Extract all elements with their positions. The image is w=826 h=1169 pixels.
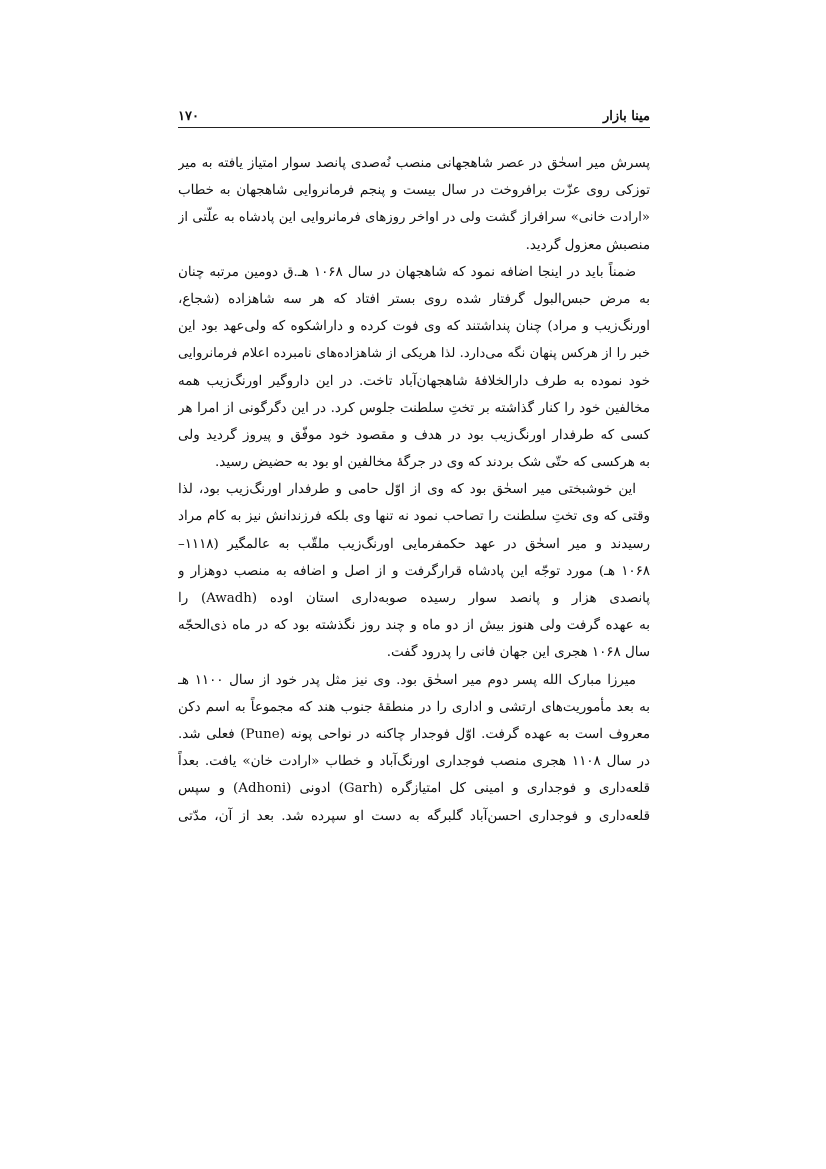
text-line: رسیدند و میر اسحٰق در عهد حکمفرمایی اورنگ‌زیب ملقّب به عالمگیر (۱۱۱۸– bbox=[178, 536, 650, 552]
header-rule bbox=[178, 127, 650, 128]
text-line: پانصدی هزار و پانصد سوار رسیده صوبه‌داری استان اوده (Awadh) را bbox=[178, 591, 650, 606]
text-line: سال ۱۰۶۸ هجری این جهان فانی را پدرود گفت. bbox=[386, 645, 650, 661]
text-line: این خوشبختی میر اسحٰق بود که وی از اوّل حامی و طرفدار اورنگ‌زیب بود، لذا bbox=[178, 482, 636, 498]
text-line: قلعه‌داری و فوجداری احسن‌آباد گلبرگه به دست او سپرده شد. بعد از آن، مدّتی bbox=[178, 808, 650, 824]
text-line: پسرش میر اسحٰق در عصر شاهجهانی منصب نُه‌صدی پانصد سوار امتیاز یافته به میر bbox=[178, 156, 650, 171]
text-line: «ارادت خانی» سرافراز گشت ولی در اواخر روزهای فرمانروایی این پادشاه به علّتی از bbox=[178, 210, 650, 226]
text-line: ۱۰۶۸ هـ) مورد توجّه این پادشاه قرارگرفت و از اصل و اضافه به منصب دوهزار و bbox=[178, 563, 650, 579]
text-line: ضمناً باید در اینجا اضافه نمود که شاهجهان در سال ۱۰۶۸ هـ.ق دومین مرتبه چنان bbox=[178, 264, 636, 280]
text-line: خبر را از هرکس پنهان نگه می‌دارد. لذا هریکی از شاهزاده‌های نامبرده اعلام فرمانروایی bbox=[178, 346, 650, 362]
text-line: کسی که طرفدار اورنگ‌زیب بود در هدف و مقصود خود موفّق و پیروز گردید ولی bbox=[178, 427, 650, 443]
body-text bbox=[178, 150, 650, 830]
text-line: میرزا مبارک الله پسر دوم میر اسحٰق بود. وی نیز مثل پدر خود از سال ۱۱۰۰ هـ bbox=[178, 672, 636, 688]
paragraph-1 bbox=[178, 150, 650, 259]
paragraph-4 bbox=[178, 667, 650, 830]
paragraph-2 bbox=[178, 259, 650, 477]
page-header bbox=[178, 104, 650, 124]
text-line: خود نموده به طرف دارالخلافهٔ شاهجهان‌آباد تاخت. در این داروگیر اورنگ‌زیب همه bbox=[178, 373, 650, 389]
text-line: مخالفین خود را کنار گذاشته بر تختِ سلطنت جلوس کرد. در این دگرگونی از امرا هر bbox=[178, 400, 650, 416]
text-line: منصبش معزول گردید. bbox=[525, 237, 650, 253]
page-number: ۱۷۰ bbox=[178, 109, 199, 124]
text-line: به مرض حبس‌البول گرفتار شده روی بستر افتاد که هر سه شاهزاده (شجاع، bbox=[178, 291, 650, 307]
text-line: به بعد مأموریت‌های ارتشی و اداری را در منطقهٔ جنوب هند که مجموعاً به اسم دکن bbox=[178, 699, 650, 715]
text-line: به عهده گرفت ولی هنوز بیش از دو ماه و چند روز نگذشته بود که در ماه ذی‌الحجّه bbox=[178, 618, 650, 634]
text-line: در سال ۱۱۰۸ هجری منصب فوجداری اورنگ‌آباد و خطاب «ارادت خان» یافت. بعداً bbox=[178, 754, 650, 770]
text-line: قلعه‌داری و فوجداری و امینی کل امتیازگره (Garh) ادونی (Adhoni) و سپس bbox=[178, 781, 650, 797]
paragraph-3 bbox=[178, 476, 650, 666]
text-line: توزکی روی عزّت برافروخت در سال بیست و پنجم فرمانروایی شاهجهان به خطاب bbox=[178, 183, 650, 199]
text-line: اورنگ‌زیب و مراد) چنان پنداشتند که وی فوت کرده و داراشکوه که ولی‌عهد بود این bbox=[178, 319, 650, 335]
running-title: مینا بازار bbox=[602, 109, 650, 124]
text-line: به هرکسی که حتّی شک بردند که وی در جرگهٔ مخالفین او بود به حضیض رسید. bbox=[215, 455, 650, 471]
text-line: معروف است به عهده گرفت. اوّل فوجدار چاکنه در نواحی پونه (Pune) فعلی شد. bbox=[178, 726, 650, 742]
text-line: وقتی که وی تختِ سلطنت را تصاحب نمود نه تنها وی بلکه فرزندانش نیز به کام مراد bbox=[178, 509, 650, 525]
